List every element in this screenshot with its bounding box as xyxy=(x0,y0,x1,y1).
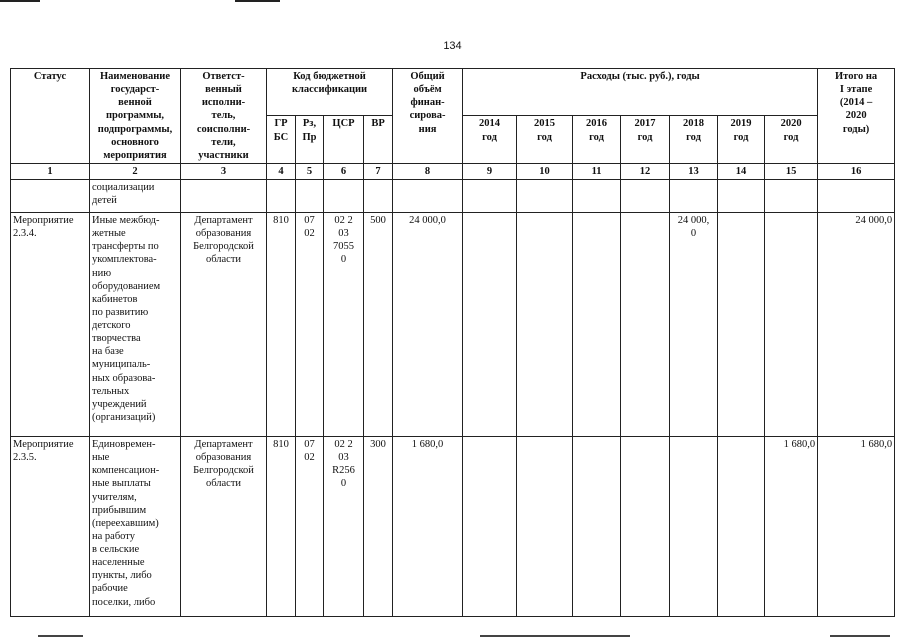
column-number: 2 xyxy=(90,163,181,179)
cell-csr: 02 2 03 7055 0 xyxy=(324,213,364,437)
header-year-2014: 2014 год xyxy=(463,116,517,163)
cell-year-2016 xyxy=(573,213,621,437)
header-rzpr: Рз, Пр xyxy=(296,116,324,163)
cell-status: Мероприятие 2.3.4. xyxy=(11,213,90,437)
column-number: 7 xyxy=(364,163,393,179)
cell-year-2014 xyxy=(463,213,517,437)
cell-stage-total xyxy=(818,180,895,213)
column-number: 13 xyxy=(670,163,718,179)
header-year-2017: 2017 год xyxy=(621,116,670,163)
cell-year-2015 xyxy=(517,213,573,437)
cell-stage-total: 1 680,0 xyxy=(818,437,895,617)
table-row xyxy=(11,180,895,213)
cell-year-2014 xyxy=(463,180,517,213)
header-csr: ЦСР xyxy=(324,116,364,163)
cell-vr xyxy=(364,180,393,213)
cell-year-2017 xyxy=(621,437,670,617)
cell-csr: 02 2 03 R256 0 xyxy=(324,437,364,617)
cell-year-2018 xyxy=(670,437,718,617)
cell-name: социализации детей xyxy=(90,180,181,213)
header-stage-total: Итого на I этапе (2014 – 2020 годы) xyxy=(818,69,895,164)
scan-artifact-top-left xyxy=(0,0,40,2)
cell-year-2016 xyxy=(573,180,621,213)
scan-artifact-top-center xyxy=(235,0,280,2)
column-number: 15 xyxy=(765,163,818,179)
header-expenses: Расходы (тыс. руб.), годы xyxy=(463,69,818,116)
cell-responsible: Департамент образования Белгородской области xyxy=(181,437,267,617)
column-number: 4 xyxy=(267,163,296,179)
budget-table xyxy=(10,68,895,617)
cell-rzpr: 07 02 xyxy=(296,213,324,437)
column-number: 16 xyxy=(818,163,895,179)
header-budget-code: Код бюджетной классификации xyxy=(267,69,393,116)
column-number: 12 xyxy=(621,163,670,179)
table-row xyxy=(11,213,895,437)
column-number: 11 xyxy=(573,163,621,179)
cell-responsible: Департамент образования Белгородской области xyxy=(181,213,267,437)
cell-stage-total: 24 000,0 xyxy=(818,213,895,437)
cell-year-2019 xyxy=(718,213,765,437)
column-number-row xyxy=(11,163,895,179)
header-responsible: Ответст- венный исполни- тель, соисполни- тели, участники xyxy=(181,69,267,164)
cell-total: 1 680,0 xyxy=(393,437,463,617)
cell-csr xyxy=(324,180,364,213)
cell-total: 24 000,0 xyxy=(393,213,463,437)
cell-rzpr xyxy=(296,180,324,213)
cell-year-2017 xyxy=(621,213,670,437)
scan-artifact-bottom-right xyxy=(830,635,890,637)
header-year-2015: 2015 год xyxy=(517,116,573,163)
cell-year-2018: 24 000, 0 xyxy=(670,213,718,437)
column-number: 10 xyxy=(517,163,573,179)
column-number: 3 xyxy=(181,163,267,179)
header-name: Наименование государст- венной программы, подпрограммы, основного мероприятия xyxy=(90,69,181,164)
cell-vr: 300 xyxy=(364,437,393,617)
page-number: 134 xyxy=(443,40,462,52)
scan-artifact-bottom-center xyxy=(480,635,630,637)
column-number: 6 xyxy=(324,163,364,179)
table-row xyxy=(11,437,895,617)
cell-year-2020 xyxy=(765,213,818,437)
cell-year-2020 xyxy=(765,180,818,213)
cell-year-2015 xyxy=(517,437,573,617)
column-number: 5 xyxy=(296,163,324,179)
header-year-2020: 2020 год xyxy=(765,116,818,163)
cell-grbs: 810 xyxy=(267,437,296,617)
cell-rzpr: 07 02 xyxy=(296,437,324,617)
cell-year-2019 xyxy=(718,437,765,617)
header-year-2016: 2016 год xyxy=(573,116,621,163)
header-total-volume: Общий объём финан- сирова- ния xyxy=(393,69,463,164)
header-year-2019: 2019 год xyxy=(718,116,765,163)
cell-year-2016 xyxy=(573,437,621,617)
cell-year-2014 xyxy=(463,437,517,617)
cell-status: Мероприятие 2.3.5. xyxy=(11,437,90,617)
cell-status xyxy=(11,180,90,213)
column-number: 14 xyxy=(718,163,765,179)
cell-year-2020: 1 680,0 xyxy=(765,437,818,617)
cell-year-2018 xyxy=(670,180,718,213)
column-number: 8 xyxy=(393,163,463,179)
cell-grbs: 810 xyxy=(267,213,296,437)
cell-name: Иные межбюд- жетные трансферты по укомплектова- нию оборудованием кабинетов по развитию детского творчества на базе муниципаль- ных образова- тельных учреждений (организаций) xyxy=(90,213,181,437)
header-row-1 xyxy=(11,69,895,116)
cell-responsible xyxy=(181,180,267,213)
column-number: 1 xyxy=(11,163,90,179)
cell-vr: 500 xyxy=(364,213,393,437)
header-vr: ВР xyxy=(364,116,393,163)
header-grbs: ГР БС xyxy=(267,116,296,163)
cell-name: Единовремен- ные компенсацион- ные выплаты учителям, прибывшим (переехавшим) на работу в сельские населенные пункты, либо рабочие поселки, либо xyxy=(90,437,181,617)
cell-grbs xyxy=(267,180,296,213)
cell-year-2019 xyxy=(718,180,765,213)
cell-total xyxy=(393,180,463,213)
header-status: Статус xyxy=(11,69,90,164)
scan-artifact-bottom-left xyxy=(38,635,83,637)
header-year-2018: 2018 год xyxy=(670,116,718,163)
cell-year-2017 xyxy=(621,180,670,213)
cell-year-2015 xyxy=(517,180,573,213)
column-number: 9 xyxy=(463,163,517,179)
